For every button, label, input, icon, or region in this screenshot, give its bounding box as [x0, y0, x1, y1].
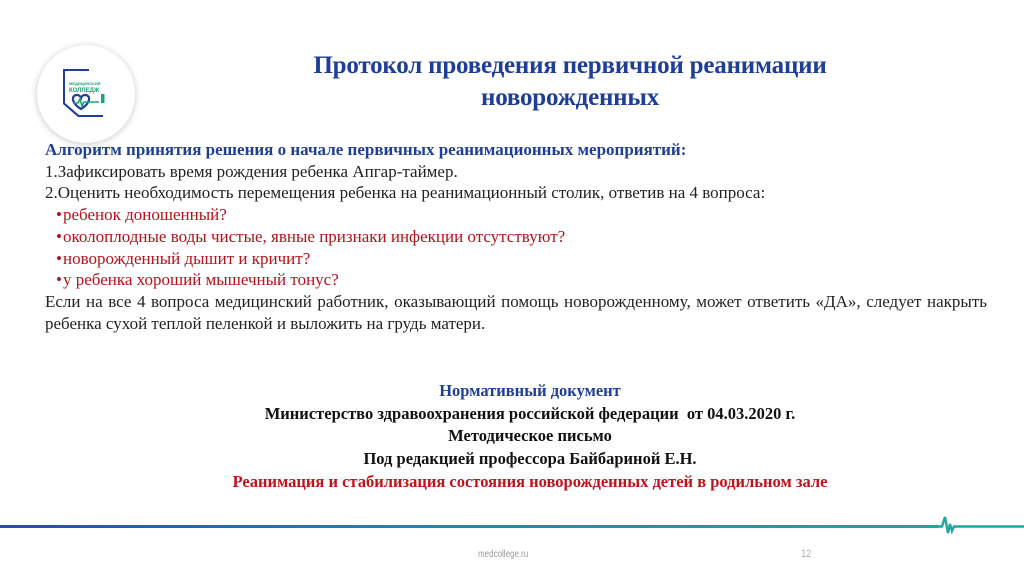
document-type: Методическое письмо: [448, 426, 612, 446]
algorithm-heading: Алгоритм принятия решения о начале первичных реанимационных мероприятий:: [45, 140, 687, 159]
title-line-2: новорожденных: [481, 84, 659, 111]
bullet-icon: •: [56, 248, 62, 268]
ministry-line: Министерство здравоохранения российской федерации от 04.03.2020 г.: [264, 403, 796, 423]
normative-heading: Нормативный документ: [439, 381, 621, 400]
bullet-icon: •: [56, 205, 62, 225]
question-item: • новорожденный дышит и кричит?: [56, 248, 311, 268]
footer-website: medcollege.ru: [478, 549, 529, 560]
editor-line: Под редакцией профессора Байбариной Е.Н.: [363, 449, 697, 469]
page-number: 12: [801, 548, 812, 560]
document-title: Реанимация и стабилизация состояния новорожденных детей в родильном зале: [232, 471, 828, 491]
question-item: • околоплодные воды чистые, явные признаки инфекции отсутствуют?: [56, 226, 566, 246]
footer-divider: [0, 525, 938, 528]
bullet-icon: •: [56, 270, 62, 290]
logo-label-top: МЕДИЦИНСКИЙ: [69, 81, 101, 86]
college-emblem-icon: [59, 65, 115, 121]
bullet-icon: •: [56, 226, 62, 246]
page-title: [250, 50, 890, 114]
algorithm-section: [45, 139, 987, 334]
question-item: • у ребенка хороший мышечный тонус?: [56, 270, 339, 290]
step-2: 2.Оценить необходимость перемещения ребенка на реанимационный столик, ответив на 4 вопроса:: [45, 183, 766, 203]
college-logo: [37, 45, 135, 143]
title-line-1: Протокол проведения первичной реанимации: [313, 52, 827, 79]
logo-label-bottom: КОЛЛЕДЖ: [69, 88, 100, 94]
question-item: • ребенок доношенный?: [56, 205, 227, 225]
heartbeat-pulse-icon: [934, 512, 1024, 542]
normative-document-section: [100, 380, 960, 494]
conclusion-paragraph: Если на все 4 вопроса медицинский работник, оказывающий помощь новорожденному, может ответить «ДА», следует накрыть ребенка сухой теплой пеленкой и выложить на грудь матери.: [45, 291, 987, 333]
step-1: 1.Зафиксировать время рождения ребенка Апгар-таймер.: [45, 161, 458, 181]
